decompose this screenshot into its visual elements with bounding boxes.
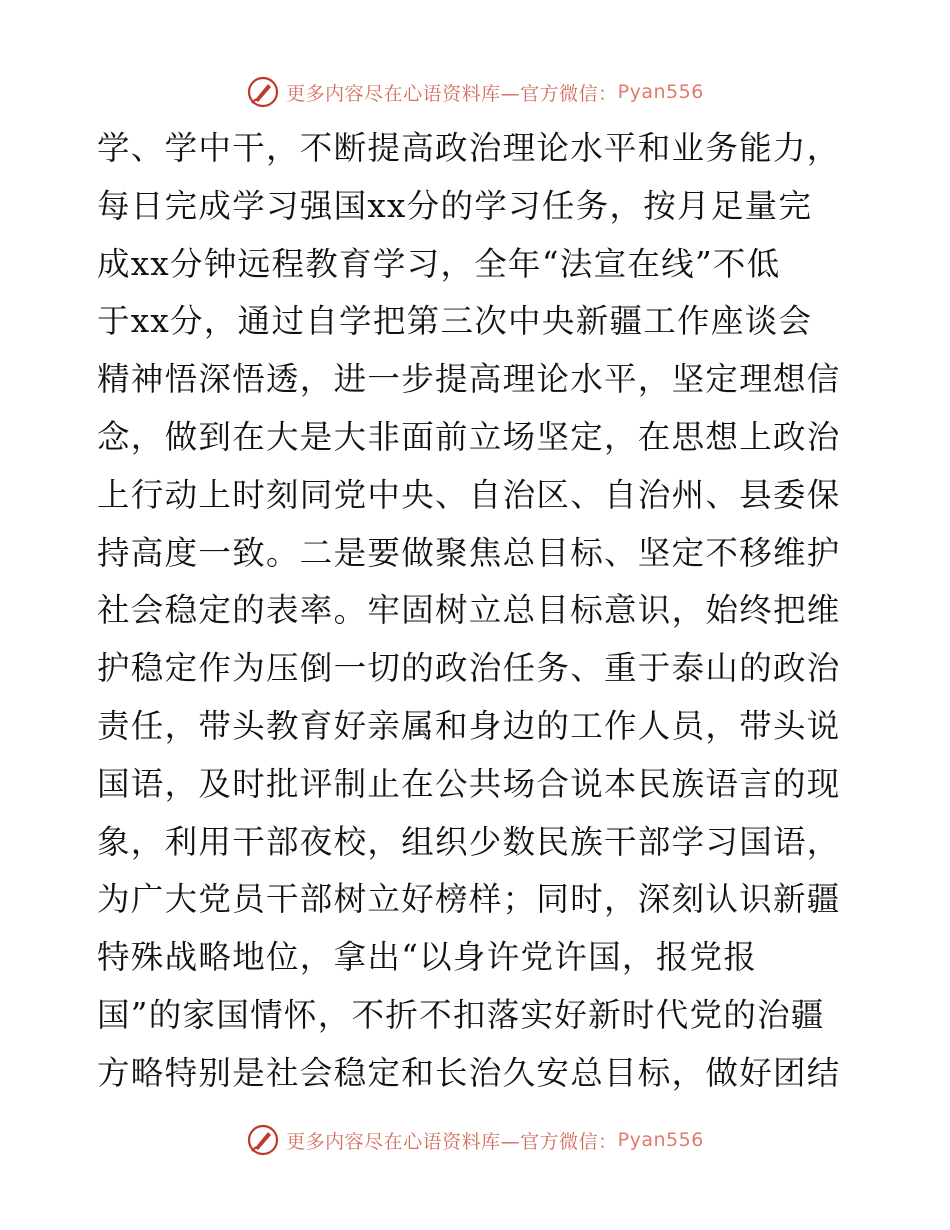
text-line: 每日完成学习强国xx分的学习任务，按月足量完 — [97, 186, 813, 225]
footer-banner — [0, 1120, 950, 1160]
text-line: 特殊战略地位，拿出“以身许党许国，报党报 — [97, 938, 758, 977]
text-line: 象，利用干部夜校，组织少数民族干部学习国语， — [97, 822, 841, 861]
text-line: 为广大党员干部树立好榜样；同时，深刻认识新疆 — [97, 880, 841, 919]
footer-wechat-id: Pyan556 — [617, 1129, 704, 1151]
text-line: 学、学中干，不断提高政治理论水平和业务能力， — [97, 129, 841, 167]
header-wechat-id: Pyan556 — [617, 81, 704, 103]
text-line: 成xx分钟远程教育学习，全年“法宣在线”不低 — [97, 244, 781, 283]
text-line: 国”的家国情怀，不折不扣落实好新时代党的治疆 — [97, 995, 825, 1034]
text-line: 于xx分，通过自学把第三次中央新疆工作座谈会 — [97, 302, 813, 341]
document-body — [97, 120, 857, 1103]
text-line: 护稳定作为压倒一切的政治任务、重于泰山的政治 — [97, 649, 841, 688]
text-line: 念，做到在大是大非面前立场坚定，在思想上政治 — [97, 417, 841, 456]
text-line: 持高度一致。二是要做聚焦总目标、坚定不移维护 — [97, 533, 841, 572]
quill-pen-seal-icon — [246, 1123, 280, 1157]
text-line: 国语，及时批评制止在公共场合说本民族语言的现 — [97, 764, 841, 803]
text-line: 责任，带头教育好亲属和身边的工作人员，带头说 — [97, 706, 841, 745]
text-line: 上行动上时刻同党中央、自治区、自治州、县委保 — [97, 475, 841, 514]
footer-banner-text: 更多内容尽在心语资料库—官方微信： — [286, 1130, 618, 1153]
text-line: 方略特别是社会稳定和长治久安总目标，做好团结 — [97, 1053, 841, 1092]
quill-pen-seal-icon — [246, 75, 280, 109]
text-line: 精神悟深悟透，进一步提高理论水平，坚定理想信 — [97, 360, 841, 399]
header-banner — [0, 72, 950, 112]
header-banner-text: 更多内容尽在心语资料库—官方微信： — [286, 82, 618, 105]
text-line: 社会稳定的表率。牢固树立总目标意识，始终把维 — [97, 591, 841, 630]
